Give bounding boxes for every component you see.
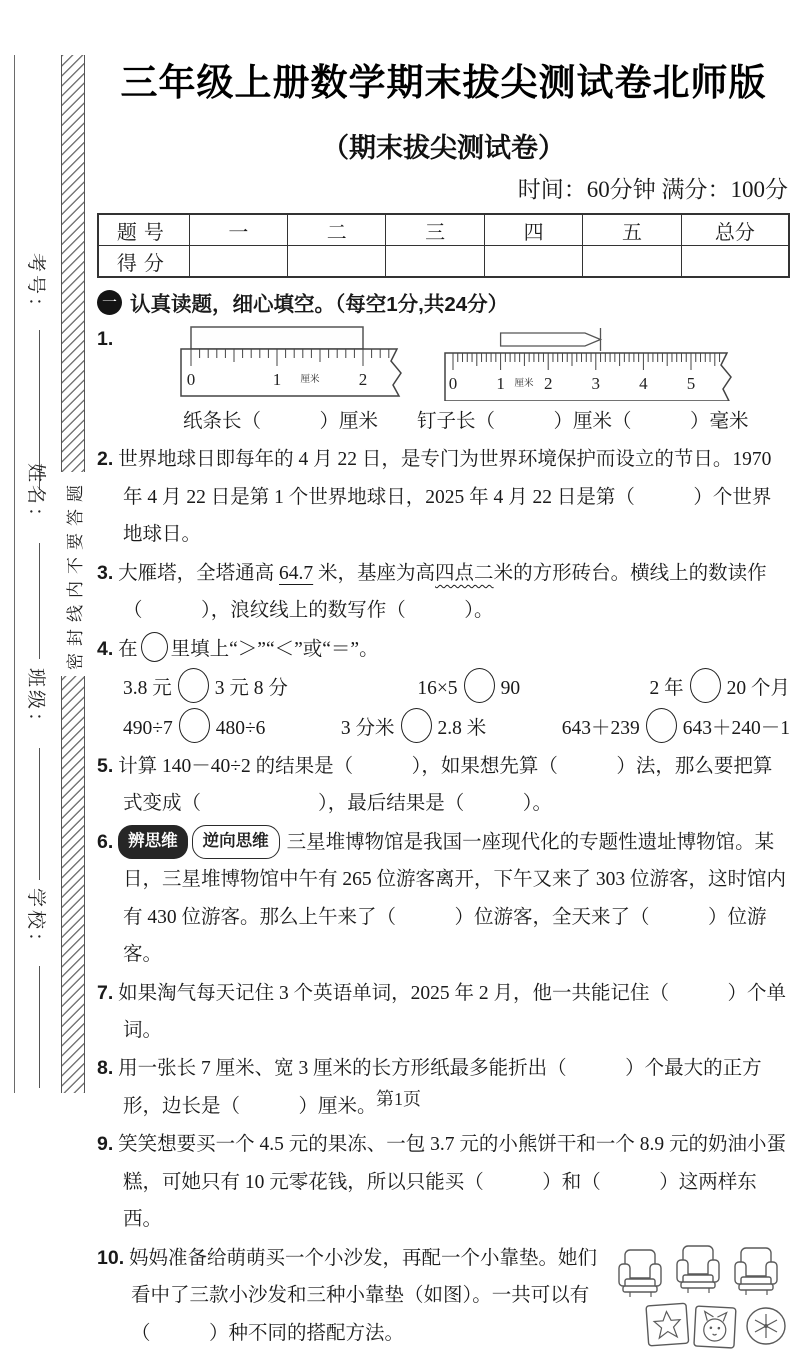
compare-left: 3.8 元	[123, 678, 172, 700]
ruler-body	[181, 349, 401, 396]
seal-line-text: 密封线内不要答题	[61, 472, 86, 676]
paper-strip	[191, 327, 363, 349]
section-one-header	[97, 287, 790, 317]
question-text: 大雁塔，全塔通高	[118, 562, 280, 584]
comparison-item	[562, 708, 790, 747]
question-text: 里填上“＞”“＜”或“＝”。	[170, 638, 379, 660]
page-left-border	[14, 55, 15, 1093]
class-label: 班级：	[25, 668, 46, 735]
ruler-illustrations	[173, 321, 739, 401]
compare-left: 16×5	[417, 678, 458, 700]
question-7	[97, 975, 790, 1050]
sofa-icon	[735, 1248, 777, 1295]
question-text: 计算 140－40÷2 的结果是（ ），如果想先算（ ）法，那么要把算式变成（ ），最后结果是（ ）。	[118, 755, 773, 815]
score-cell	[583, 246, 681, 278]
comparison-item	[123, 668, 288, 707]
score-table	[97, 213, 790, 278]
question-number: 1.	[97, 328, 114, 350]
paper-strip-ruler-illustration	[173, 321, 413, 397]
score-cell	[189, 246, 287, 278]
question-number: 10.	[97, 1246, 125, 1269]
question-5	[97, 748, 790, 823]
comparison-circle	[646, 708, 677, 743]
score-table-header-cell: 题号	[98, 214, 189, 246]
question-text: 在	[118, 638, 138, 660]
name-fill-line	[39, 543, 40, 659]
comparison-circle	[690, 668, 721, 703]
question-number: 9.	[97, 1133, 114, 1156]
time-score-info: 时间：60分钟 满分：100分	[517, 177, 788, 202]
question-4-row	[97, 708, 790, 747]
compare-right: 3 元 8 分	[214, 678, 288, 700]
ruler-label: 5	[686, 374, 696, 393]
comparison-circle	[178, 668, 209, 703]
underlined-number: 64.7	[279, 562, 314, 584]
question-number: 2.	[97, 448, 114, 471]
compare-right: 643＋240－1	[682, 717, 790, 739]
score-table-header-row	[98, 214, 789, 246]
section-number-badge-icon: 一	[97, 290, 122, 315]
page-number: 第1页	[376, 1089, 421, 1109]
question-number: 5.	[97, 754, 114, 777]
question-1-answer-line: 纸条长（ ）厘米 钉子长（ ）厘米（ ）毫米	[183, 411, 749, 432]
compare-left: 643＋239	[561, 717, 640, 739]
compare-left: 2 年	[649, 678, 684, 700]
score-table-header-cell: 四	[484, 214, 582, 246]
section-one-title: 认真读题，细心填空。（每空1分,共24分）	[130, 293, 509, 316]
compare-right: 480÷6	[215, 717, 266, 739]
question-number: 8.	[97, 1057, 114, 1080]
sofa-icon	[619, 1250, 661, 1297]
compare-right: 2.8 米	[437, 717, 487, 739]
sofa-and-cushion-illustration	[608, 1244, 790, 1356]
class-fill-line	[39, 748, 40, 880]
score-table-header-cell: 三	[386, 214, 484, 246]
thinking-skill-badge: 辨思维	[118, 825, 188, 860]
compare-right: 90	[500, 678, 521, 700]
question-text: 世界地球日即每年的 4 月 22 日，是专门为世界环境保护而设立的节日。1970 年 4 月 22 日是第 1 个世界地球日，2025 年 4 月 22 日是第（ ）个世界地球日。	[118, 449, 772, 546]
wavy-underlined-text: 四点二	[435, 562, 494, 584]
question-3	[97, 555, 790, 630]
name-label: 姓名：	[25, 463, 46, 530]
compare-left: 490÷7	[123, 717, 173, 739]
ruler-label: 4	[639, 374, 648, 393]
score-table-header-cell: 总分	[681, 214, 789, 246]
comparison-circle	[179, 708, 210, 743]
comparison-circle	[464, 668, 495, 703]
page-title: 三年级上册数学期末拔尖测试卷北师版	[120, 62, 767, 103]
question-text: 用一张长 7 厘米、宽 3 厘米的长方形纸最多能折出（ ）个最大的正方形，边长是（ ）厘米。	[118, 1058, 762, 1117]
comparison-circle	[401, 708, 432, 743]
school-label: 学校：	[25, 888, 46, 955]
question-6	[97, 824, 790, 974]
page-subtitle: （期末拔尖测试卷）	[322, 133, 565, 163]
ruler-label: 1	[496, 374, 505, 393]
comparison-item	[417, 668, 520, 707]
score-cell	[484, 246, 582, 278]
score-table-header-cell: 二	[288, 214, 386, 246]
question-text: 妈妈准备给萌萌买一个小沙发，再配一个小靠垫。她们看中了三款小沙发和三种小靠垫（如图）。一共可以有（ ）种不同的搭配方法。	[128, 1247, 597, 1344]
question-1	[97, 321, 790, 401]
question-text: 米，基座为高	[313, 562, 436, 584]
question-text: 如果淘气每天记住 3 个英语单词，2025 年 2 月，他一共能记住（ ）个单词。	[118, 982, 787, 1041]
score-cell	[386, 246, 484, 278]
question-10	[97, 1240, 790, 1352]
compare-right: 20 个月	[726, 678, 790, 700]
exam-paper	[97, 46, 790, 1356]
ruler-label: 0	[448, 374, 458, 393]
score-table-header-cell: 一	[189, 214, 287, 246]
reverse-thinking-badge: 逆向思维	[192, 825, 280, 860]
nail	[501, 333, 601, 346]
question-text: 笑笑想要买一个 4.5 元的果冻、一包 3.7 元的小熊饼干和一个 8.9 元的奶油小蛋糕，可她只有 10 元零花钱，所以只能买（ ）和（ ）这两样东西。	[118, 1134, 787, 1231]
question-list	[97, 321, 790, 1352]
question-4	[97, 631, 790, 668]
ruler-label: 0	[186, 370, 196, 389]
ruler-label: 2	[543, 374, 553, 393]
seal-line-strip	[61, 55, 85, 1093]
ruler-label: 1	[272, 370, 282, 389]
comparison-circle	[141, 632, 168, 662]
cat-cushion-icon	[694, 1306, 736, 1348]
score-cell	[288, 246, 386, 278]
round-cushion-icon	[747, 1308, 785, 1344]
ruler-label: 3	[591, 374, 601, 393]
nail-ruler-illustration	[439, 321, 739, 401]
exam-number-label: 考号：	[25, 253, 46, 320]
ruler-unit-label: 厘米	[514, 379, 534, 389]
question-number: 6.	[97, 830, 114, 853]
compare-left: 3 分米	[340, 717, 395, 739]
score-table-header-cell: 五	[583, 214, 681, 246]
question-4-row	[97, 668, 790, 707]
score-cell	[681, 246, 789, 278]
question-number: 3.	[97, 561, 114, 584]
sofa-icon	[677, 1246, 719, 1293]
comparison-item	[123, 708, 265, 747]
comparison-item	[649, 668, 790, 707]
ruler-unit-label: 厘米	[300, 375, 320, 385]
question-number: 4.	[97, 637, 114, 660]
comparison-item	[341, 708, 486, 747]
score-row-label: 得分	[98, 246, 189, 278]
question-2	[97, 441, 790, 553]
school-fill-line	[39, 966, 40, 1088]
question-text: 三星堆博物馆是我国一座现代化的专题性遗址博物馆。某日，三星堆博物馆中午有 265 位游客离开，下午又来了 303 位游客，这时馆内有 430 位游客。那么上午来了（ ）位游客，全天来了（ ）位游客。	[123, 831, 787, 966]
question-text: 米的方形砖台。横线上的数读作（ ），浪纹线上的数写作（ ）。	[123, 562, 767, 622]
question-number: 7.	[97, 981, 114, 1004]
question-9	[97, 1126, 790, 1238]
ruler-label: 2	[358, 370, 368, 389]
starfish-cushion-icon	[646, 1303, 689, 1346]
score-table-score-row	[98, 246, 789, 278]
